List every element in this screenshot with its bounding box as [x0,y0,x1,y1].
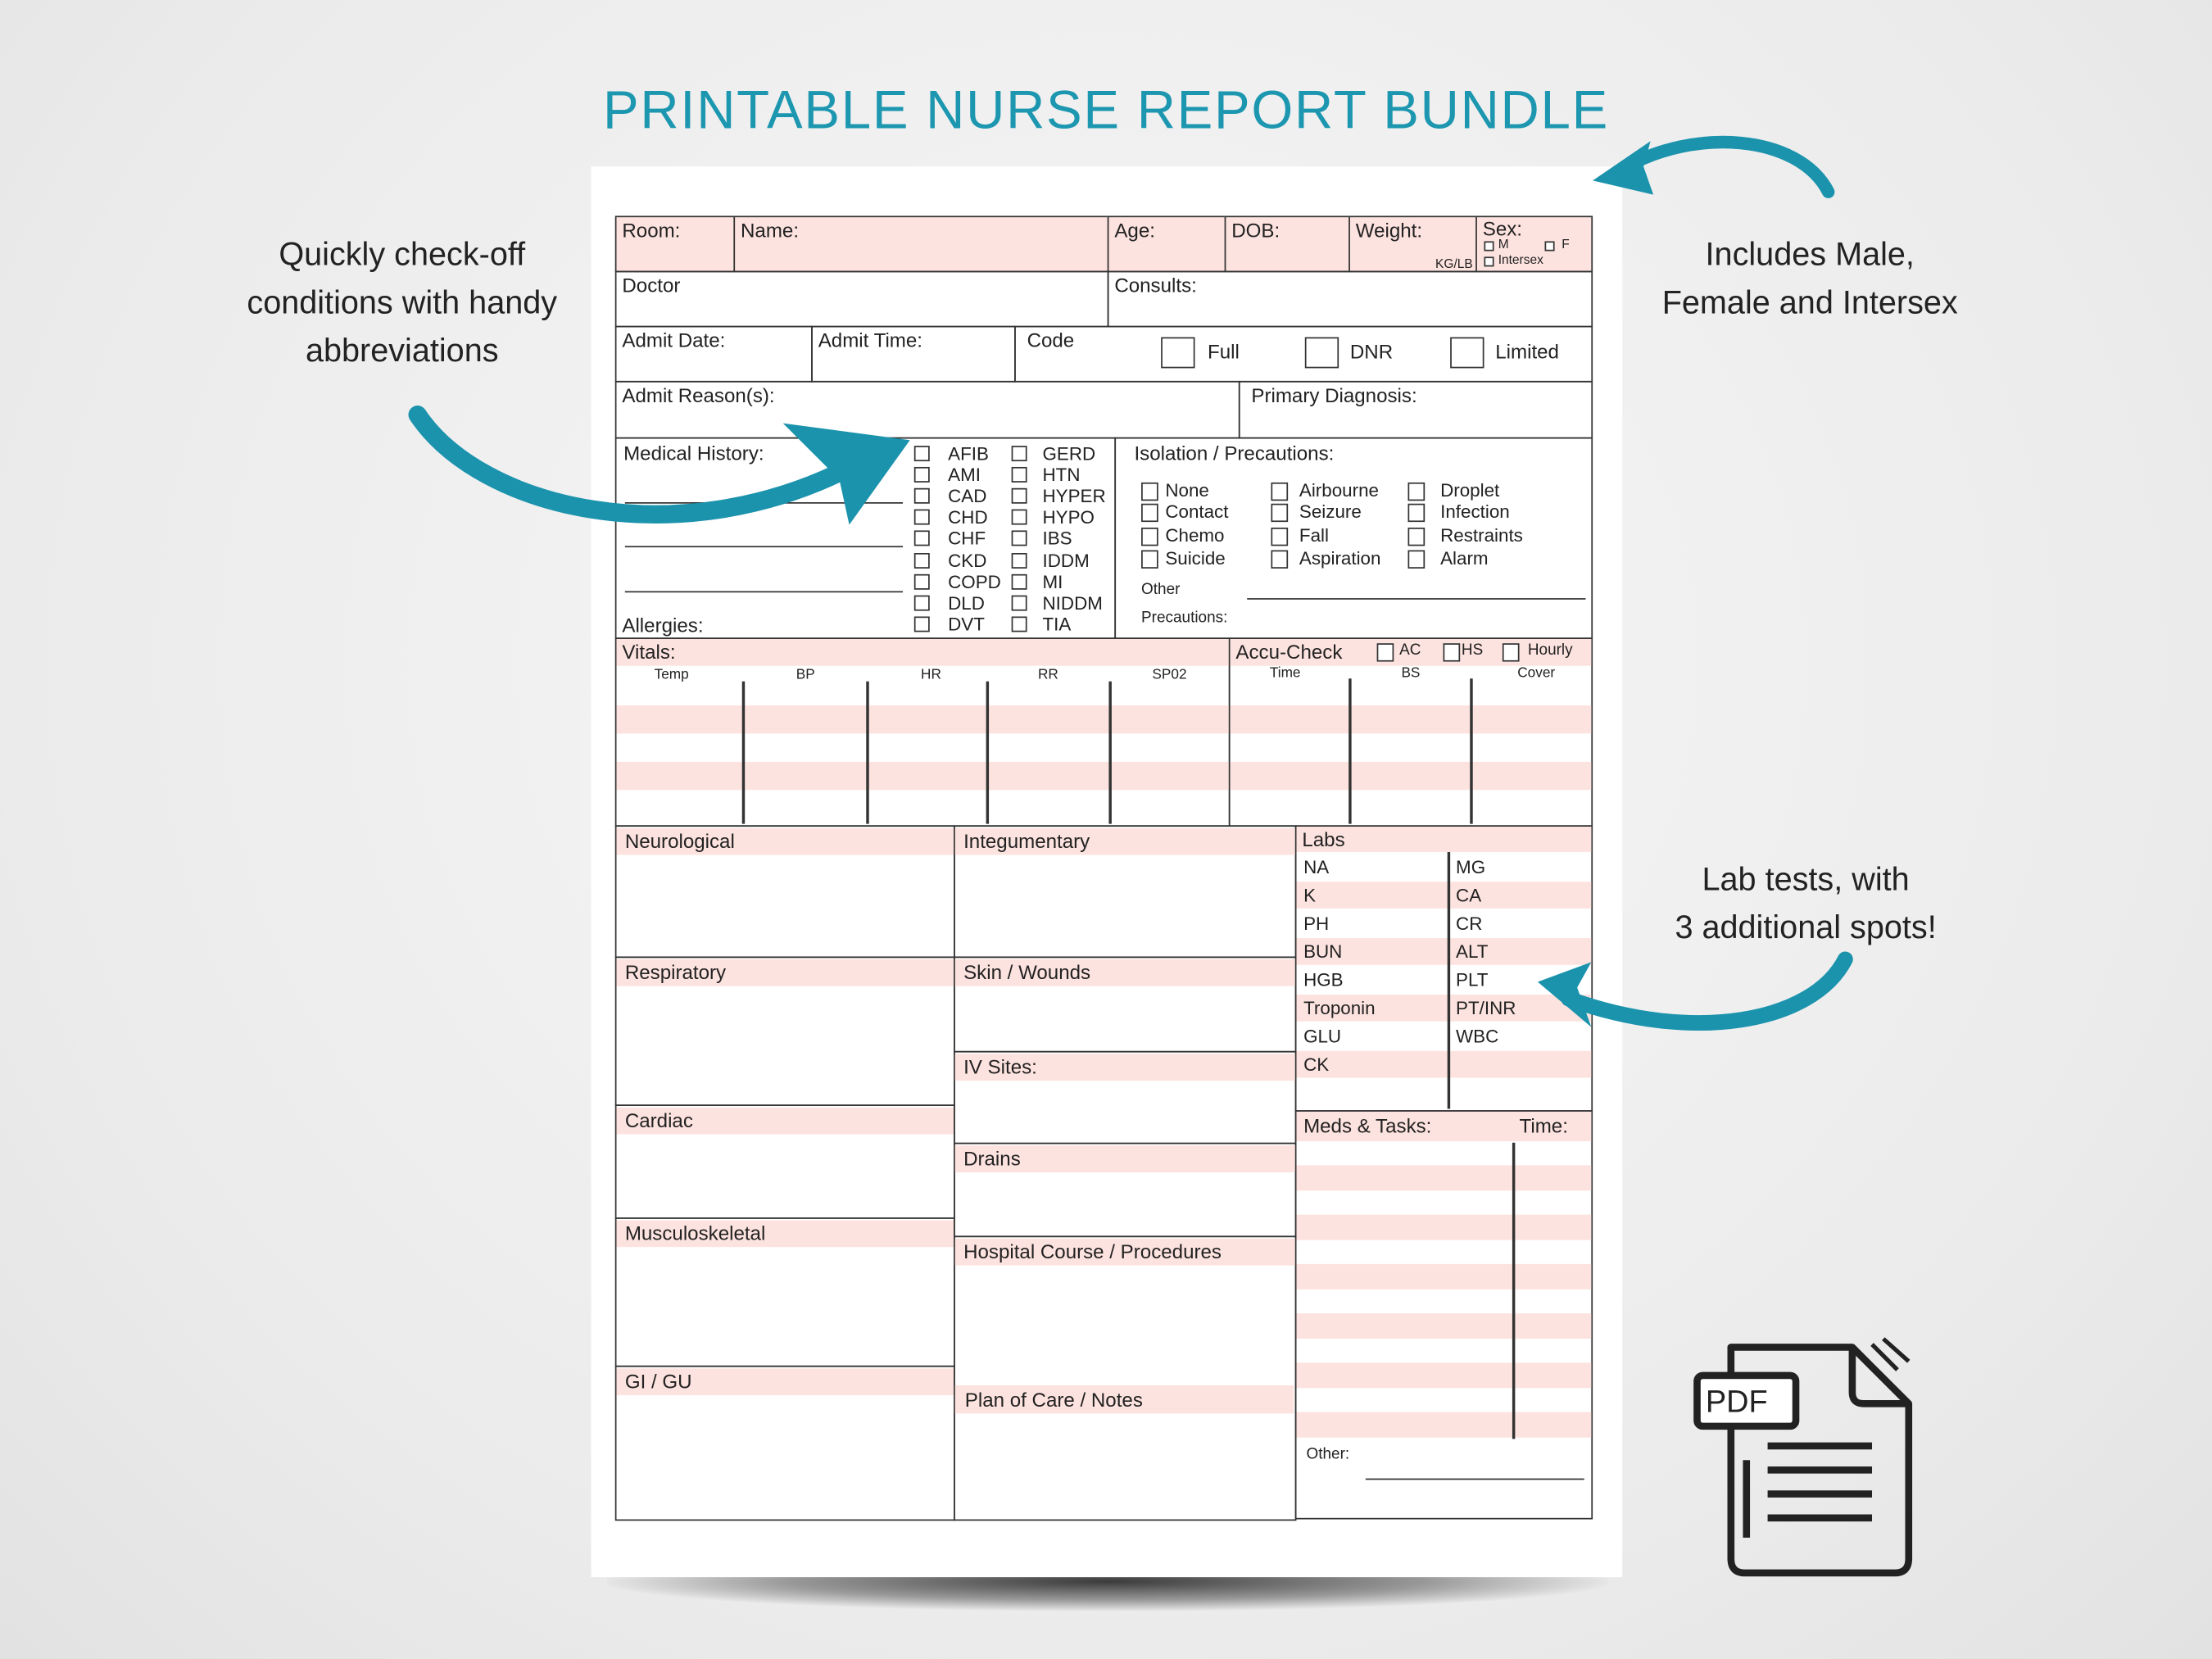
history-item-label: HYPO [1042,506,1095,528]
section-label: Hospital Course / Procedures [963,1240,1222,1263]
history-item-label: DLD [948,592,985,614]
arrow-labs-head [1538,962,1591,1027]
pdf-label: PDF [1705,1384,1768,1420]
history-item-label: NIDDM [1042,592,1103,614]
plan-of-care-label: Plan of Care / Notes [964,1388,1143,1411]
code-dnr-label: DNR [1349,339,1394,363]
history-item-label: HYPER [1042,485,1106,507]
isolation-item-label: Contact [1165,501,1229,523]
vitals-col-hr: HR [921,667,941,683]
isolation-item-label: Suicide [1165,547,1226,569]
sex-intersex-label: Intersex [1498,252,1543,267]
history-item-label: HTN [1042,464,1081,486]
lab-test-label: PLT [1456,968,1489,990]
history-item-label: CAD [948,485,987,507]
history-item-label: IDDM [1042,549,1090,571]
isolation-label: Isolation / Precautions: [1134,441,1335,465]
section-label: Musculoskeletal [624,1222,766,1244]
accu-col-bs: BS [1401,665,1421,682]
vitals-col-spo2: SP02 [1152,667,1187,683]
weight-unit: KG/LB [1435,256,1473,271]
pdf-file-icon [1686,1333,1926,1587]
isolation-item-label: Chemo [1165,524,1225,546]
age-label: Age: [1114,218,1155,242]
section-label: Cardiac [624,1108,693,1131]
admit-time-label: Admit Time: [818,329,922,351]
consults-label: Consults: [1114,274,1197,297]
code-label: Code [1027,329,1075,351]
doctor-label: Doctor [622,274,681,297]
accu-hourly-label: Hourly [1527,641,1573,660]
vitals-col-temp: Temp [654,667,689,683]
isolation-item-label: None [1165,479,1209,501]
isolation-item-label: Seizure [1299,501,1362,523]
section-label: Integumentary [963,829,1090,853]
lab-test-label: HGB [1303,968,1344,990]
history-item-label: IBS [1042,528,1072,550]
annotation-line: Lab tests, with [1702,860,1910,898]
isolation-item-label: Aspiration [1299,547,1381,569]
lab-test-label: Troponin [1303,997,1376,1019]
arrow-left-head [783,424,910,525]
accu-ac-label: AC [1399,641,1421,660]
annotation-line: abbreviations [305,331,499,369]
section-label: IV Sites: [963,1055,1037,1078]
annotation-line: Quickly check-off [279,235,526,273]
lab-test-label: NA [1303,856,1330,878]
arrow-top-right-shaft [1622,143,1828,193]
page-title: PRINTABLE NURSE REPORT BUNDLE [602,81,1610,142]
lab-test-label: GLU [1303,1025,1342,1047]
lab-test-label: MG [1456,856,1486,878]
sex-label: Sex: [1482,217,1523,240]
lab-test-label: ALT [1456,941,1489,963]
arrow-labs-shaft [1569,959,1846,1023]
isolation-item-label: Restraints [1440,524,1523,546]
dob-label: DOB: [1231,218,1281,242]
allergies-label: Allergies: [622,614,704,637]
isolation-item-label: Infection [1440,501,1510,523]
labs-label: Labs [1302,827,1345,851]
meds-tasks-label: Meds & Tasks: [1303,1114,1432,1137]
history-item-label: COPD [948,570,1001,592]
admit-reason-label: Admit Reason(s): [622,383,775,406]
section-label: GI / GU [624,1370,692,1393]
isolation-item-label: Droplet [1440,479,1500,501]
arrow-top-right-head [1593,141,1653,194]
lab-test-label: PT/INR [1456,997,1516,1019]
arrow-left-shaft [418,415,854,514]
accu-col-time: Time [1269,665,1301,682]
other-label: Other [1141,581,1181,599]
section-label: Neurological [624,829,735,853]
lab-test-label: CA [1456,884,1482,906]
accu-check-label: Accu-Check [1235,640,1343,664]
lab-test-label: PH [1303,913,1330,934]
vitals-col-rr: RR [1037,667,1058,683]
weight-label: Weight: [1355,218,1423,242]
admit-date-label: Admit Date: [622,329,726,351]
code-full-label: Full [1207,339,1240,363]
history-item-label: GERD [1042,442,1096,465]
annotation-line: 3 additional spots! [1675,908,1937,945]
annotation-line: Includes Male, [1705,235,1915,273]
isolation-item-label: Airbourne [1299,479,1379,501]
section-label: Drains [963,1146,1021,1170]
lab-test-label: K [1303,884,1317,906]
code-limited-label: Limited [1495,339,1559,363]
sex-m-label: M [1498,237,1509,252]
meds-other-label: Other: [1306,1445,1350,1463]
primary-diagnosis-label: Primary Diagnosis: [1251,383,1417,406]
accu-hs-label: HS [1461,641,1484,660]
vitals-label: Vitals: [622,640,676,664]
medical-history-label: Medical History: [623,441,764,465]
name-label: Name: [741,218,800,242]
history-item-label: CHF [948,528,986,550]
history-item-label: AMI [948,464,981,486]
history-item-label: MI [1042,570,1063,592]
section-label: Respiratory [624,960,727,984]
meds-time-label: Time: [1519,1114,1568,1137]
vitals-col-bp: BP [796,667,815,683]
isolation-item-label: Fall [1299,524,1329,546]
history-item-label: CKD [948,549,987,571]
history-item-label: TIA [1042,613,1072,635]
history-item-label: DVT [948,613,985,635]
lab-test-label: CK [1303,1054,1330,1076]
lab-test-label: WBC [1456,1025,1499,1047]
lab-test-label: BUN [1303,941,1343,963]
accu-col-cover: Cover [1517,665,1556,682]
history-item-label: CHD [948,506,988,528]
section-label: Skin / Wounds [963,960,1091,984]
sex-f-label: F [1562,237,1570,252]
history-item-label: AFIB [948,442,989,465]
lab-test-label: CR [1456,913,1483,934]
isolation-item-label: Alarm [1440,547,1489,569]
annotation-line: Female and Intersex [1661,283,1958,320]
precautions-label: Precautions: [1141,609,1228,627]
room-label: Room: [622,218,681,242]
annotation-line: conditions with handy [247,283,558,320]
